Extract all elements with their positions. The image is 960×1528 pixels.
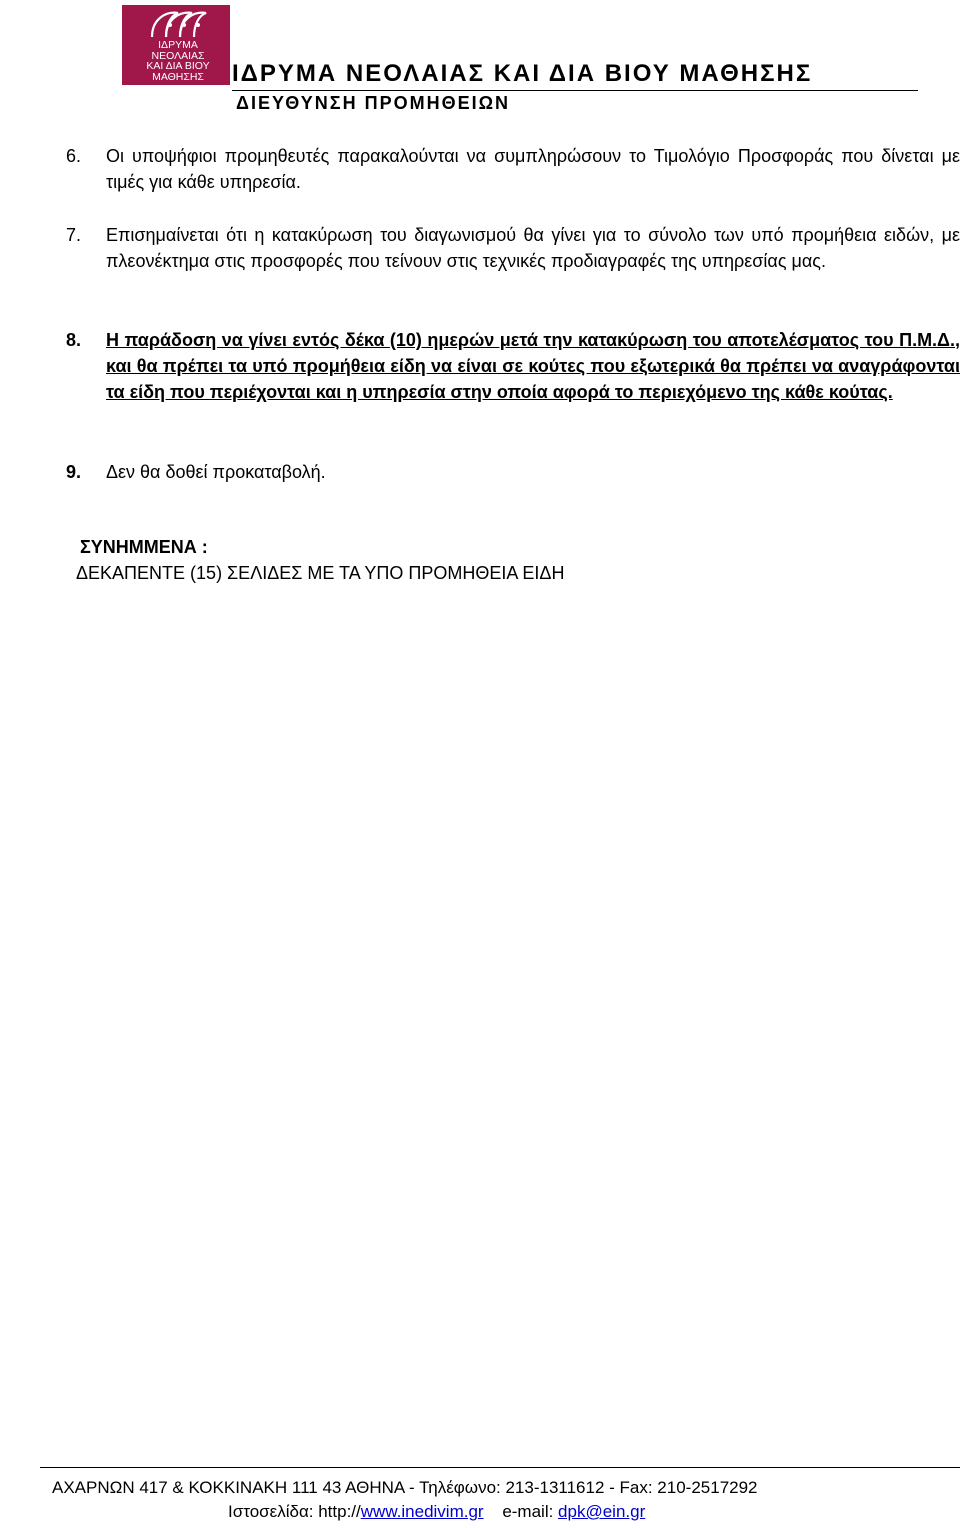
footer-contact [228, 1502, 645, 1522]
footer-address: ΑΧΑΡΝΩΝ 417 & ΚΟΚΚΙΝΑΚΗ 111 43 ΑΘΗΝΑ - Τηλέφωνο: 213-1311612 - Fax: 210-2517292 [52, 1478, 758, 1497]
item-number: 9. [66, 462, 82, 482]
email-link[interactable]: dpk@ein.gr [558, 1502, 646, 1521]
website-label: Ιστοσελίδα: http:// [228, 1502, 361, 1521]
item-number: 6. [66, 146, 82, 166]
header-divider [232, 90, 918, 91]
logo-line: ΜΑΘΗΣΗΣ [152, 70, 204, 83]
list-item-8 [66, 327, 960, 405]
item-text: Η παράδοση να γίνει εντός δέκα (10) ημερών μετά την κατακύρωση του αποτελέσματος του Π.Μ.Δ., και θα πρέπει τα υπό προμήθεια είδη να είναι σε κούτες που εξωτερικά θα πρέπει να αναγράφονται τα είδη που περιέχονται και η υπηρεσία στην οποία αφορά το περιεχόμενο της κάθε κούτας. [106, 330, 960, 402]
attachments-text: ΔΕΚΑΠΕΝΤΕ (15) ΣΕΛΙΔΕΣ ΜΕ ΤΑ ΥΠΟ ΠΡΟΜΗΘΕΙΑ ΕΙΔΗ [76, 563, 565, 583]
item-text: Δεν θα δοθεί προκαταβολή. [106, 462, 326, 482]
website-link[interactable]: www.inedivim.gr [360, 1502, 484, 1521]
footer-divider [40, 1467, 960, 1468]
email-label: e-mail: [502, 1502, 559, 1521]
organization-title: ΙΔΡΥΜΑ ΝΕΟΛΑΙΑΣ ΚΑΙ ΔΙΑ ΒΙΟΥ ΜΑΘΗΣΗΣ [232, 60, 813, 87]
logo-line: ΚΑΙ ΔΙΑ ΒΙΟΥ [146, 60, 210, 72]
logo-line: ΙΔΡΥΜΑ [158, 39, 198, 51]
logo-text [128, 40, 228, 82]
logo-line: ΝΕΟΛΑΙΑΣ [151, 49, 205, 62]
department-subtitle: ΔΙΕΥΘΥΝΣΗ ΠΡΟΜΗΘΕΙΩΝ [236, 93, 511, 113]
item-number: 7. [66, 225, 82, 245]
item-text: Οι υποψήφιοι προμηθευτές παρακαλούνται να συμπληρώσουν το Τιμολόγιο Προσφοράς που δίνεται με τιμές για κάθε υπηρεσία. [106, 146, 960, 192]
item-text: Επισημαίνεται ότι η κατακύρωση του διαγωνισμού θα γίνει για το σύνολο των υπό προμήθεια ειδών, με πλεονέκτημα στις προσφορές που τείνουν στις τεχνικές προδιαγραφές της υπηρεσίας μας. [106, 225, 960, 271]
list-item-7 [66, 222, 960, 274]
list-item-9 [66, 459, 960, 485]
item-number: 8. [66, 330, 82, 350]
list-item-6 [66, 143, 960, 195]
attachments-title: ΣΥΝΗΜΜΕΝΑ : [80, 537, 208, 557]
organization-logo [122, 5, 230, 85]
